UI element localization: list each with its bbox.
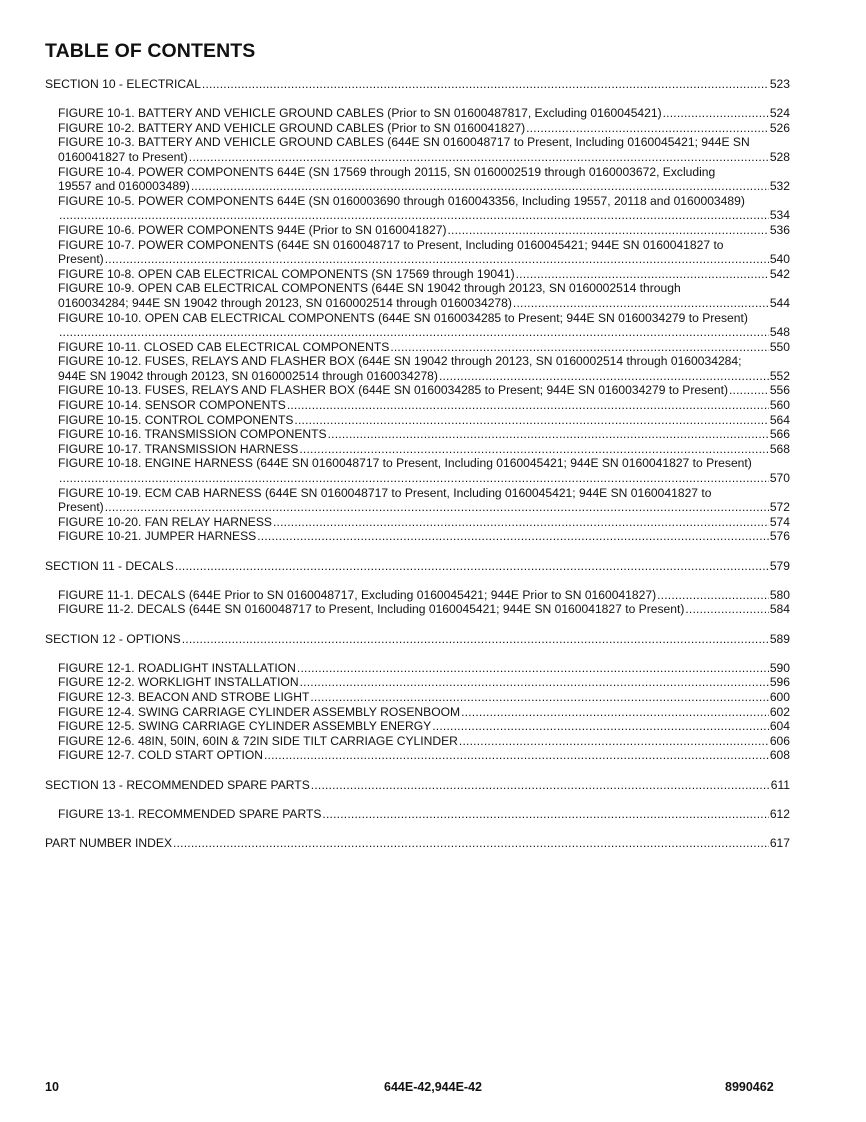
toc-figure-entry[interactable] [45,705,790,720]
dot-leader [175,559,769,574]
dot-leader [447,223,768,238]
toc-entry-text: FIGURE 10-4. POWER COMPONENTS 644E (SN 17569 through 20115, SN 0160002519 through 0160003672, Excluding [58,164,716,179]
toc-page-number[interactable]: 608 [769,748,790,763]
toc-figure-entry[interactable] [45,383,790,398]
toc-figure-entry[interactable] [45,602,790,617]
dot-leader [526,121,769,136]
toc-entry-text: FIGURE 10-12. FUSES, RELAYS AND FLASHER BOX (644E SN 19042 through 20123, SN 0160002514 through 0160034284; [58,354,742,369]
toc-figure-entry[interactable] [45,456,790,485]
toc-page-number[interactable]: 540 [769,252,790,267]
toc-figure-entry[interactable] [45,106,790,121]
toc-section-entry[interactable] [45,559,790,574]
toc-section-entry[interactable] [45,632,790,647]
toc-figure-entry[interactable] [45,690,790,705]
toc-entry-text: FIGURE 10-17. TRANSMISSION HARNESS [58,441,299,456]
toc-page-number[interactable]: 564 [769,412,790,427]
toc-entry-text: FIGURE 10-16. TRANSMISSION COMPONENTS [58,427,327,442]
toc-entry-text: FIGURE 10-10. OPEN CAB ELECTRICAL COMPONENTS (644E SN 0160034285 to Present; 944E SN 0160034279 to Present) [58,310,748,325]
toc-entry-text: FIGURE 10-11. CLOSED CAB ELECTRICAL COMPONENTS [58,339,390,354]
toc-entry-text: FIGURE 10-15. CONTROL COMPONENTS [58,412,294,427]
toc-figure-entry[interactable] [45,807,790,822]
dot-leader [287,398,769,413]
toc-page-number[interactable]: 596 [769,675,790,690]
dot-leader [189,150,769,165]
toc-figure-entry[interactable] [45,267,790,282]
toc-page-number[interactable]: 524 [769,106,790,121]
toc-entry-text: FIGURE 12-7. COLD START OPTION [58,748,263,763]
toc-entry-text: Present) [58,500,104,515]
dot-leader [264,748,769,763]
toc-entry-text: FIGURE 10-13. FUSES, RELAYS AND FLASHER BOX (644E SN 0160034285 to Present; 944E SN 0160034279 to Present) [58,383,728,398]
toc-page-number[interactable]: 600 [769,689,790,704]
toc-page-number[interactable]: 568 [769,441,790,456]
toc-figure-entry[interactable] [45,661,790,676]
toc-section-entry[interactable] [45,778,790,793]
dot-leader [273,515,769,530]
toc-figure-entry[interactable] [45,398,790,413]
toc-figure-entry[interactable] [45,354,790,383]
toc-page-number[interactable]: 526 [769,120,790,135]
dot-leader [322,807,768,822]
toc-page-number[interactable]: 576 [769,529,790,544]
toc-figure-entry[interactable] [45,165,790,194]
page-title: TABLE OF CONTENTS [45,40,256,62]
dot-leader [191,179,769,194]
dot-leader [202,77,769,92]
toc-page-number[interactable]: 552 [769,368,790,383]
toc-figure-entry[interactable] [45,413,790,428]
toc-entry-text: FIGURE 12-1. ROADLIGHT INSTALLATION [58,660,296,675]
dot-leader [294,413,768,428]
toc-entry-text: FIGURE 11-1. DECALS (644E Prior to SN 0160048717, Excluding 0160045421; 944E Prior to SN 0160041827) [58,587,657,602]
toc-entry-text: FIGURE 12-5. SWING CARRIAGE CYLINDER ASSEMBLY ENERGY [58,719,432,734]
dot-leader [300,675,769,690]
toc-page-number[interactable]: 523 [769,77,790,91]
dot-leader [59,208,769,223]
toc-page-number[interactable]: 580 [769,587,790,602]
toc-page-number[interactable]: 544 [769,295,790,310]
toc-page-number[interactable]: 572 [769,500,790,515]
toc-page-number[interactable]: 579 [769,558,790,573]
toc-entry-text: 19557 and 0160003489) [58,179,190,194]
toc-entry-text: FIGURE 10-7. POWER COMPONENTS (644E SN 0160048717 to Present, Including 0160045421; 944E SN 0160041827 to [58,237,724,252]
dot-leader [513,296,769,311]
toc-entry-text: FIGURE 10-21. JUMPER HARNESS [58,529,257,544]
toc-page-number[interactable]: 528 [769,149,790,164]
dot-leader [516,267,769,282]
toc-figure-entry[interactable] [45,442,790,457]
toc-entry-text: Present) [58,252,104,267]
toc-page-number[interactable]: 556 [769,383,790,398]
toc-page-number[interactable]: 617 [769,835,790,850]
toc-entry-text: SECTION 12 - OPTIONS [45,631,181,646]
toc-figure-entry[interactable] [45,223,790,238]
toc-entry-text: FIGURE 10-19. ECM CAB HARNESS (644E SN 0160048717 to Present, Including 0160045421; 944E SN 0160041827 to [58,485,712,500]
toc-page-number[interactable]: 606 [769,733,790,748]
toc-entry-text: FIGURE 10-2. BATTERY AND VEHICLE GROUND CABLES (Prior to SN 0160041827) [58,120,526,135]
toc-figure-entry[interactable] [45,675,790,690]
toc-page-number[interactable]: 590 [769,660,790,675]
toc-page-number[interactable]: 560 [769,398,790,413]
dot-leader [459,734,769,749]
dot-leader [390,340,769,355]
toc-entry-text: SECTION 13 - RECOMMENDED SPARE PARTS [45,777,310,792]
dot-leader [432,719,769,734]
toc-entry-text: FIGURE 12-3. BEACON AND STROBE LIGHT [58,689,310,704]
toc-entry-text: FIGURE 13-1. RECOMMENDED SPARE PARTS [58,806,322,821]
toc-entry-text: FIGURE 10-1. BATTERY AND VEHICLE GROUND CABLES (Prior to SN 01600487817, Excluding 0160045421) [58,106,662,121]
toc-page-number[interactable]: 602 [769,704,790,719]
dot-leader [257,529,769,544]
dot-leader [173,836,769,851]
dot-leader [59,471,769,486]
toc-page-number[interactable]: 548 [769,325,790,340]
toc-page-number[interactable]: 574 [769,514,790,529]
toc-entry-text: FIGURE 10-8. OPEN CAB ELECTRICAL COMPONENTS (SN 17569 through 19041) [58,266,515,281]
toc-section-entry[interactable] [45,836,790,851]
toc-figure-entry[interactable] [45,311,790,340]
toc-entry-text: 0160041827 to Present) [58,149,188,164]
toc-page-number[interactable]: 536 [769,222,790,237]
toc-page-number[interactable]: 542 [769,266,790,281]
dot-leader [311,778,770,793]
toc-page-number[interactable]: 612 [769,806,790,821]
toc-entry-text: 0160034284; 944E SN 19042 through 20123, SN 0160002514 through 0160034278) [58,295,512,310]
toc-entry-text: FIGURE 10-3. BATTERY AND VEHICLE GROUND CABLES (644E SN 0160048717 to Present, Including 0160045421; 944E SN [58,135,750,150]
toc-entry-text: FIGURE 12-4. SWING CARRIAGE CYLINDER ASSEMBLY ROSENBOOM [58,704,461,719]
dot-leader [328,427,769,442]
dot-leader [310,690,768,705]
toc-figure-entry[interactable] [45,135,790,164]
toc-entry-text: FIGURE 11-2. DECALS (644E SN 0160048717 to Present, Including 0160045421; 944E SN 0160041827 to Present) [58,602,685,617]
toc-entry-text: FIGURE 12-6. 48IN, 50IN, 60IN & 72IN SIDE TILT CARRIAGE CYLINDER [58,733,458,748]
toc-figure-entry[interactable] [45,588,790,603]
toc-entry-text: FIGURE 10-18. ENGINE HARNESS (644E SN 0160048717 to Present, Including 0160045421; 944E SN 0160041827 to Present) [58,456,752,471]
toc-figure-entry[interactable] [45,238,790,267]
toc-entry-text: PART NUMBER INDEX [45,835,173,850]
toc-page-number[interactable]: 611 [770,777,790,792]
toc-page-number[interactable]: 550 [769,339,790,354]
toc-figure-entry[interactable] [45,529,790,544]
toc-entry-text: FIGURE 10-5. POWER COMPONENTS 644E (SN 0160003690 through 0160043356, Including 19557, 20118 and 0160003489) [58,193,745,208]
footer-page-number: 10 [45,1080,59,1094]
toc-figure-entry[interactable] [45,121,790,136]
toc-page-number[interactable]: 534 [769,208,790,223]
dot-leader [105,500,769,515]
toc-entry-text: FIGURE 10-14. SENSOR COMPONENTS [58,398,286,413]
toc-figure-entry[interactable] [45,340,790,355]
table-of-contents [45,77,790,850]
dot-leader [297,661,769,676]
toc-page-number[interactable]: 584 [769,602,790,617]
toc-figure-entry[interactable] [45,515,790,530]
toc-entry-text: FIGURE 12-2. WORKLIGHT INSTALLATION [58,675,299,690]
dot-leader [685,602,768,617]
toc-page-number[interactable]: 589 [769,631,790,646]
dot-leader [663,106,769,121]
dot-leader [729,383,769,398]
dot-leader [182,632,769,647]
toc-entry-text: SECTION 11 - DECALS [45,558,174,573]
toc-figure-entry[interactable] [45,486,790,515]
dot-leader [461,705,769,720]
footer-doc-number: 8990462 [725,1080,774,1094]
toc-page-number[interactable]: 570 [769,471,790,486]
toc-entry-text: FIGURE 10-9. OPEN CAB ELECTRICAL COMPONENTS (644E SN 19042 through 20123, SN 0160002514 through [58,281,681,296]
toc-figure-entry[interactable] [45,194,790,223]
toc-figure-entry[interactable] [45,427,790,442]
toc-page-number[interactable]: 532 [769,179,790,194]
toc-entry-text: SECTION 10 - ELECTRICAL [45,77,201,91]
dot-leader [439,369,769,384]
dot-leader [657,588,769,603]
footer-model: 644E-42,944E-42 [384,1080,482,1094]
toc-page-number[interactable]: 604 [769,719,790,734]
toc-figure-entry[interactable] [45,734,790,749]
toc-entry-text: FIGURE 10-6. POWER COMPONENTS 944E (Prior to SN 0160041827) [58,222,447,237]
toc-figure-entry[interactable] [45,281,790,310]
toc-entry-text: FIGURE 10-20. FAN RELAY HARNESS [58,514,272,529]
toc-figure-entry[interactable] [45,719,790,734]
dot-leader [299,442,768,457]
toc-page-number[interactable]: 566 [769,427,790,442]
toc-entry-text: 944E SN 19042 through 20123, SN 0160002514 through 0160034278) [58,368,438,383]
toc-figure-entry[interactable] [45,748,790,763]
dot-leader [59,325,769,340]
dot-leader [105,252,769,267]
toc-section-entry[interactable] [45,77,790,92]
